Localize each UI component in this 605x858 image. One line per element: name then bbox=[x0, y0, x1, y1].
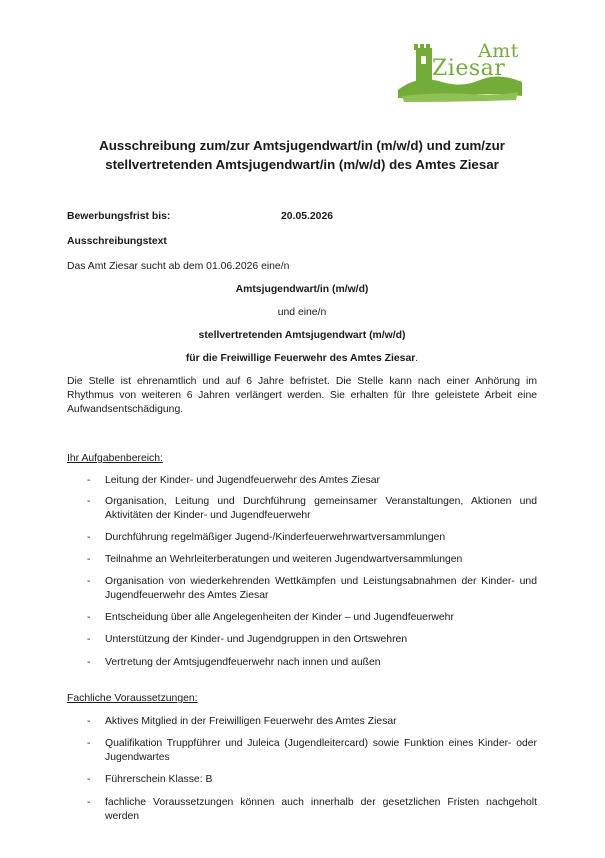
bullet-dash: - bbox=[87, 634, 91, 645]
deadline-row bbox=[67, 210, 537, 224]
bullet-dash: - bbox=[87, 554, 91, 565]
logo-text-amt: Amt bbox=[478, 40, 519, 62]
bullet-dash: - bbox=[87, 532, 91, 543]
bullet-dash: - bbox=[87, 657, 91, 668]
position-deputy: stellvertretenden Amtsjugendwart (m/w/d) bbox=[198, 330, 406, 341]
connector-text: und eine/n bbox=[277, 307, 327, 318]
bullet-dash: - bbox=[87, 612, 91, 623]
bullet-dash: - bbox=[87, 797, 91, 808]
tasks-heading: Ihr Aufgabenbereich: bbox=[67, 453, 163, 464]
bullet-dash: - bbox=[87, 774, 91, 785]
organisation-end: . bbox=[415, 353, 419, 364]
bullet-dash: - bbox=[87, 576, 91, 587]
deadline-label: Bewerbungsfrist bis: bbox=[67, 211, 171, 222]
organisation-text: für die Freiwillige Feuerwehr des Amtes Ziesar bbox=[185, 353, 416, 364]
section-label: Ausschreibungstext bbox=[67, 236, 167, 247]
description-paragraph: Die Stelle ist ehrenamtlich und auf 6 Jahre befristet. Die Stelle kann nach einer Anhörung im Rhythmus von weiteren 6 Jahren verlängert werden. Sie erhalten für Ihre geleistete Arbeit eine Aufwandsentschädigung. bbox=[67, 376, 537, 415]
requirements-heading: Fachliche Voraussetzungen: bbox=[67, 693, 198, 704]
position-primary: Amtsjugendwart/in (m/w/d) bbox=[235, 284, 369, 295]
bullet-dash: - bbox=[87, 475, 91, 486]
deadline-value: 20.05.2026 bbox=[281, 211, 334, 222]
bullet-dash: - bbox=[87, 496, 91, 507]
bullet-dash: - bbox=[87, 738, 91, 749]
bullet-dash: - bbox=[87, 716, 91, 727]
organisation-line bbox=[67, 352, 537, 366]
intro-text: Das Amt Ziesar sucht ab dem 01.06.2026 eine/n bbox=[67, 261, 290, 272]
document-title: Ausschreibung zum/zur Amtsjugendwart/in (m/w/d) und zum/zur stellvertretenden Amtsjugendwart/in (m/w/d) des Amtes Ziesar bbox=[99, 138, 505, 172]
logo-text-ziesar: Ziesar bbox=[432, 56, 506, 81]
